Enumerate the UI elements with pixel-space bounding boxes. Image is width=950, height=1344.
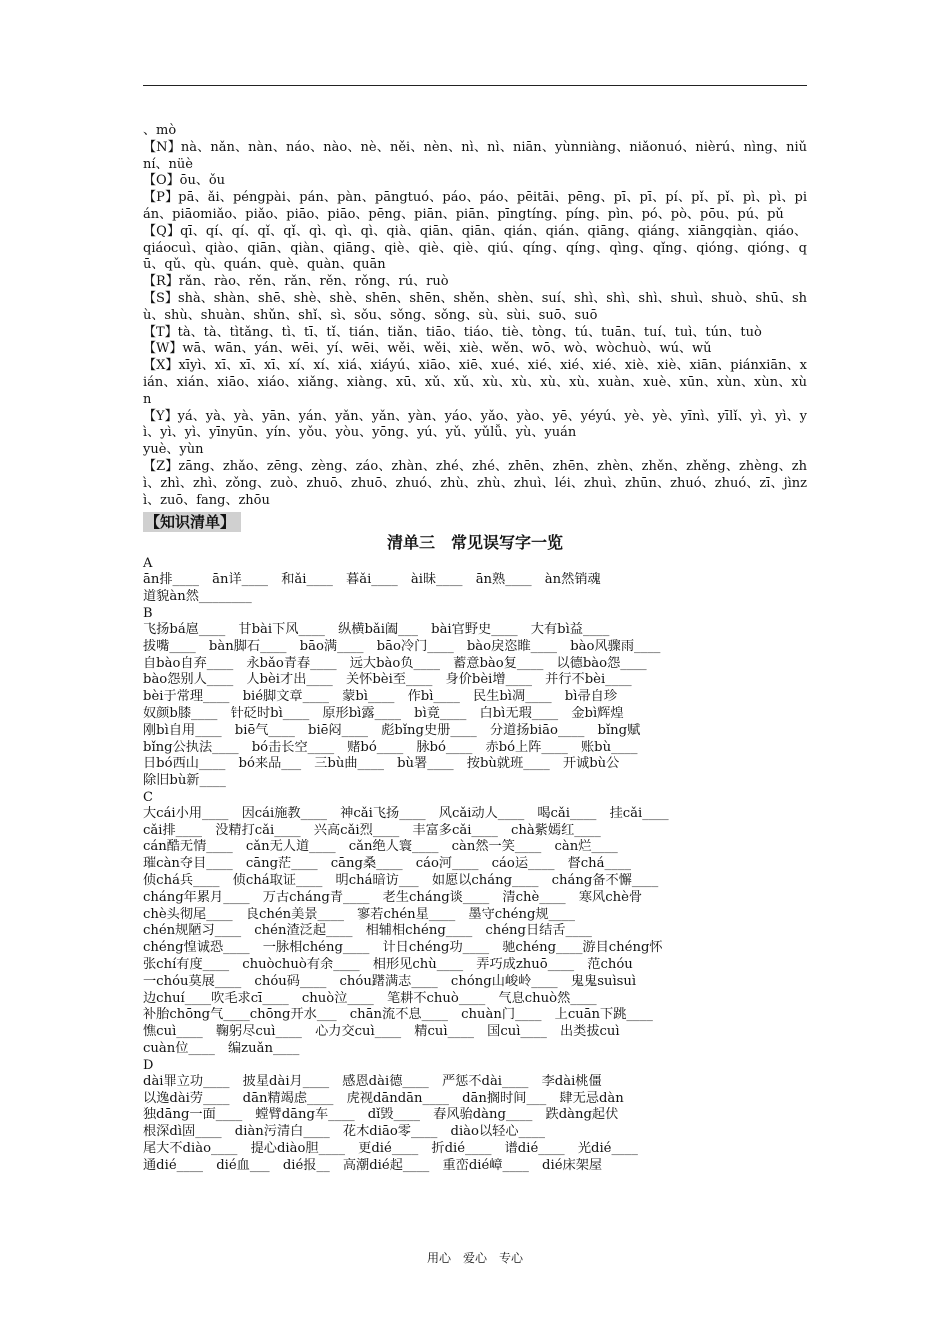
exercise-line: chén规陋习____ chén渣泛起____ 相辅相chéng____ chéng日结舌____ [143, 923, 592, 939]
exercise-line: 独dāng一面____ 螳臂dāng车____ dǐ毁____ 春风骀dàng____ 跌dàng起伏 [143, 1107, 619, 1123]
pinyin-line-n: 【N】nà、nǎn、nàn、náo、nào、nè、něi、nèn、nì、nì、niān、yùnniàng、niǎonuó、nièrú、nìng、niǔní、nüè [143, 139, 807, 172]
section-tag: 【知识清单】 [143, 512, 241, 532]
exercise-line: dài罪立功____ 披星dài月____ 感恩dài德____ 严惩不dài____ 李dài桃僵 [143, 1073, 602, 1089]
exercise-line: chè头彻尾____ 良chén美景____ 寥若chén星____ 墨守chéng规____ [143, 906, 575, 922]
exercise-line: chéng惶诚恐____ 一脉相chéng____ 计日chéng功____ 驰chéng____游目chéng怀 [143, 940, 663, 956]
group-b [143, 606, 807, 790]
exercise-line: 通dié____ dié血___ dié报__ 高潮dié起____ 重峦dié嶂____ dié床架屋 [143, 1157, 603, 1173]
exercise-line: cháng年累月____ 万古cháng青____ 老生cháng谈____ 清chè____ 寒风chè骨 [143, 889, 643, 905]
group-a [143, 556, 807, 606]
list-title: 清单三 常见误写字一览 [386, 533, 563, 553]
exercise-line: bèi于常理____ bié脚文章____ 蒙bì____ 作bì____ 民生bì凋____ bì帚自珍 [143, 689, 618, 705]
exercise-line: 根深dì固____ diàn污清白____ 花木diāo零____ diào以轻心____ [143, 1124, 545, 1140]
pinyin-line-w: 【W】wā、wān、yán、wēi、yí、wēi、wěi、wěi、xiè、wěn、wō、wò、wòchuò、wú、wǔ [143, 341, 712, 357]
pinyin-line-y: 【Y】yá、yà、yà、yān、yán、yǎn、yǎn、yàn、yáo、yǎo、yào、yē、yéyú、yè、yè、yīnì、yīlǐ、yì、yì、yì、yì、yì、yīnyūn、yín、yǒu、yòu、yōng、yú、yǔ、yǔlǚ、yù、yuán [143, 408, 807, 441]
exercise-line: 自bào自弃____ 永bǎo青春____ 远大bào负____ 蓄意bào复____ 以德bào怨____ [143, 655, 647, 671]
exercise-line: 张chí有度____ chuòchuò有余____ 相形见chù____ 弄巧成zhuō____ 范chóu [143, 957, 633, 973]
page-footer: 用心 爱心 专心 [426, 1251, 523, 1265]
exercise-line: cán酷无情____ cǎn无人道____ cǎn绝人寰____ càn然一笑____ càn烂____ [143, 839, 618, 855]
exercise-line: 道貌àn然________ [143, 589, 252, 605]
exercise-line: 璀càn夺目____ cāng茫____ cāng桑____ cáo河____ cáo运____ 督chá____ [143, 856, 631, 872]
exercise-line: cuàn位____ 编zuǎn____ [143, 1041, 300, 1057]
exercise-line: 刚bì自用____ biē气____ biē闷____ 彪bǐng史册____ 分道扬biāo____ bǐng赋 [143, 722, 641, 738]
group-letter: D [143, 1057, 154, 1073]
group-d [143, 1058, 807, 1175]
exercise-line: ān排____ ān详____ 和ǎi____ 暮ǎi____ ài昧____ ān熟____ àn然销魂 [143, 572, 601, 588]
exercise-line: 侦chá兵____ 侦chá取证____ 明chá暗访___ 如愿以cháng____ cháng备不懈____ [143, 873, 659, 889]
pinyin-index [143, 123, 807, 509]
pinyin-line-o: 【O】ōu、ǒu [143, 173, 226, 189]
exercise-line: 飞扬bá扈____ 甘bài下风____ 纵横bǎi阖___ bài官野史____ 大有bì益____ [143, 621, 610, 637]
page-content [143, 123, 807, 1175]
group-c [143, 790, 807, 1058]
exercise-line: 尾大不diào____ 提心diào胆____ 更dié____ 折dié____ 谱dié____ 光dié____ [143, 1141, 638, 1157]
exercise-line: bǐng公执法____ bó击长空____ 赌bó____ 脉bó____ 赤bó上阵____ 账bù____ [143, 739, 638, 755]
exercise-line: 一chóu莫展____ chóu码____ chóu躇满志____ chóng山峻岭____ 鬼鬼suìsuì [143, 973, 637, 989]
exercise-line: 以逸dài劳____ dān精竭虑____ 虎视dāndān____ dān搁时间___ 肆无忌dàn [143, 1090, 624, 1106]
pinyin-line-p: 【P】pā、ǎi、péngpài、pán、pàn、pāngtuó、páo、páo、pēitāi、pēng、pī、pī、pí、pǐ、pǐ、pì、pì、pián、piāomiǎo、piǎo、piāo、piāo、pēng、piān、piān、pīngtíng、píng、pìn、pó、pò、pōu、pú、pǔ [143, 190, 807, 222]
exercise-line: bào怨别人____ 人bèi才出____ 关怀bèi至____ 身价bèi增____ 并行不bèi____ [143, 672, 632, 688]
exercise-line: 大cái小用____ 因cái施教____ 神cǎi飞扬____ 风cǎi动人____ 喝cǎi____ 挂cǎi____ [143, 805, 669, 821]
group-letter: B [143, 605, 153, 621]
exercise-line: 拔嘴____ bàn脚石____ bāo满____ bāo冷门____ bào戾恣睢____ bào风骤雨____ [143, 638, 661, 654]
pinyin-line-r: 【R】rǎn、rào、rěn、rǎn、rěn、rǒng、rú、ruò [143, 274, 449, 290]
pinyin-line-z: 【Z】zāng、zhǎo、zēng、zèng、záo、zhàn、zhé、zhé、zhēn、zhēn、zhèn、zhěn、zhěng、zhèng、zhì、zhì、zhì、zǒng、zuò、zhuō、zhuō、zhuó、zhù、zhù、zhuì、léi、zhuì、zhūn、zhuó、zhuó、zī、jìnzì、zuō、fang、zhōu [143, 458, 807, 508]
exercise-line: 奴颜b膝____ 针砭时bì____ 原形bì露____ bì竟____ 白bì无瑕____ 金bì辉煌 [143, 705, 624, 721]
group-letter: C [143, 789, 153, 805]
exercise-line: cǎi排____ 没精打cǎi____ 兴高cǎi烈____ 丰富多cǎi____ chà紫嫣红____ [143, 822, 601, 838]
pinyin-line-y-cont: yuè、yùn [143, 442, 204, 458]
header-rule [143, 85, 807, 86]
exercise-line: 憔cuì____ 鞠躬尽cuì____ 心力交cuì____ 精cuì____ 国cuì____ 出类拔cuì [143, 1024, 620, 1040]
pinyin-line-x: 【X】xīyì、xī、xī、xī、xí、xí、xiá、xiáyú、xiāo、xiē、xué、xié、xié、xié、xiè、xiè、xiān、piánxiān、xián、xián、xiāo、xiáo、xiǎng、xiàng、xū、xǔ、xǔ、xù、xù、xù、xù、xuàn、xuè、xūn、xùn、xùn、xùn [143, 358, 807, 407]
pinyin-line-q: 【Q】qī、qí、qí、qǐ、qǐ、qì、qì、qì、qià、qiān、qiān、qián、qián、qiāng、qiáng、xiāngqiàn、qiáo、qiáocuì、qiào、qiān、qiàn、qiāng、qiè、qiè、qiè、qiú、qíng、qíng、qìng、qǐng、qióng、qióng、qū、qǔ、qù、quán、què、quàn、quān [143, 223, 807, 273]
exercise-line: 补胎chōng气____chōng开水___ chān流不息____ chuàn门____ 上cuān下跳____ [143, 1007, 653, 1023]
group-letter: A [143, 556, 153, 572]
pinyin-line: 、mò [143, 123, 177, 138]
exercise-line: 边chuí____吹毛求cī____ chuò泣____ 笔耕不chuò____ 气息chuò然____ [143, 990, 597, 1006]
pinyin-line-s: 【S】shà、shàn、shē、shè、shè、shēn、shēn、shěn、shèn、suí、shì、shì、shì、shuì、shuò、shū、shù、shù、shuàn、shǔn、shǐ、sì、sǒu、sǒng、sǒng、sù、sùi、suō、suō [143, 290, 807, 323]
pinyin-line-t: 【T】tà、tà、tìtǎng、tì、tī、tǐ、tián、tiǎn、tiāo、tiáo、tiè、tòng、tú、tuān、tuí、tuì、tún、tuò [143, 324, 762, 340]
exercise-line: 除旧bù新____ [143, 773, 226, 789]
exercise-line: 日bó西山____ bó来品___ 三bù曲____ bù署____ 按bù就班____ 开诚bù公 [143, 756, 620, 772]
